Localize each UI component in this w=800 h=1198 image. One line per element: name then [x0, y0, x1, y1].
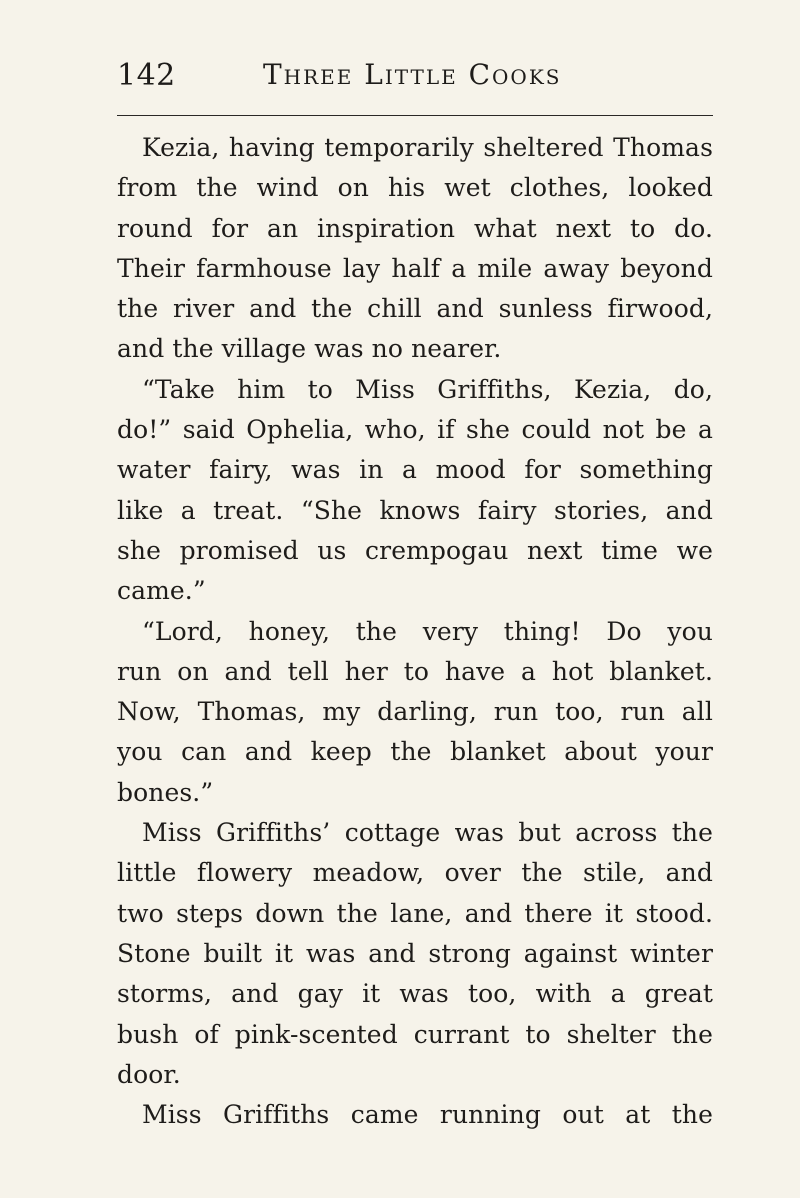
text-line: from the wind on his wet clothes, looked	[117, 173, 713, 203]
text-line: Miss Griffiths’ cottage was but across the	[142, 818, 713, 848]
text-line: “Lord, honey, the very thing! Do you	[142, 616, 713, 646]
text-line: she promised us crempogau next time we	[117, 535, 713, 565]
text-line: “Take him to Miss Griffiths, Kezia, do,	[142, 374, 713, 404]
text-line: run on and tell her to have a hot blanket.	[117, 656, 713, 686]
text-line: and the village was no nearer.	[117, 334, 502, 364]
text-line: bones.”	[117, 777, 214, 807]
header-rule	[117, 115, 713, 116]
text-line: the river and the chill and sunless firwood,	[117, 294, 713, 324]
body-text	[117, 128, 713, 1135]
text-line: round for an inspiration what next to do.	[117, 213, 713, 243]
running-title: Three Little Cooks	[263, 58, 562, 91]
text-line: came.”	[117, 576, 206, 606]
text-line: Kezia, having temporarily sheltered Thomas	[142, 133, 713, 162]
text-line: bush of pink-scented currant to shelter the	[117, 1019, 713, 1049]
text-line: little flowery meadow, over the stile, and	[117, 858, 713, 888]
text-line: do!” said Ophelia, who, if she could not be a	[117, 415, 713, 445]
text-line: door.	[117, 1059, 181, 1089]
text-line: Now, Thomas, my darling, run too, run all	[117, 697, 713, 727]
text-line: Miss Griffiths came running out at the	[142, 1100, 713, 1130]
text-line: Their farmhouse lay half a mile away beyond	[117, 253, 713, 283]
text-line: you can and keep the blanket about your	[117, 737, 713, 767]
page-number: 142	[117, 58, 176, 93]
text-line: like a treat. “She knows fairy stories, and	[117, 495, 713, 525]
text-line: Stone built it was and strong against winter	[117, 938, 713, 968]
text-line: storms, and gay it was too, with a great	[117, 979, 713, 1009]
running-head	[117, 56, 713, 104]
text-line: water fairy, was in a mood for something	[117, 455, 713, 485]
text-line: two steps down the lane, and there it stood.	[117, 898, 713, 928]
